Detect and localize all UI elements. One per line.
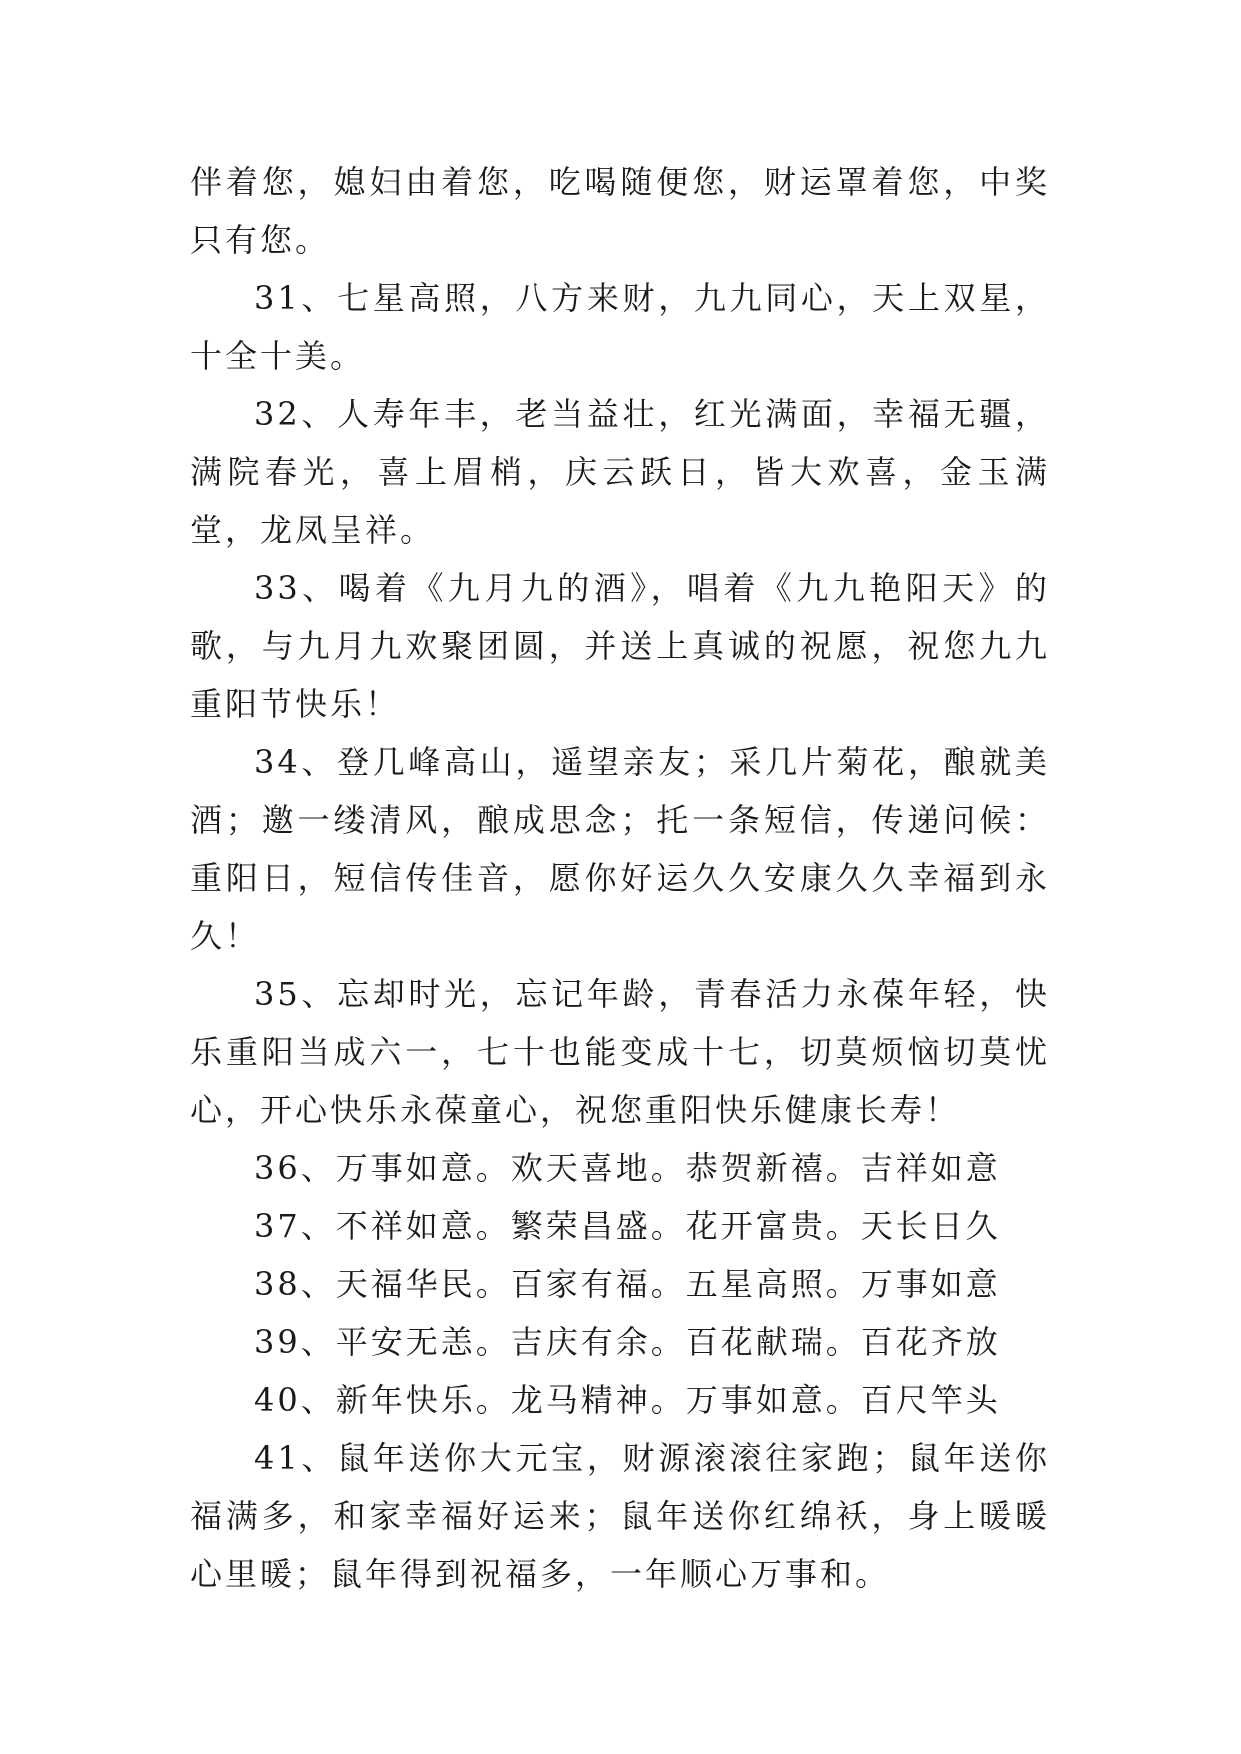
paragraph-39: 39、平安无恙。吉庆有余。百花献瑞。百花齐放: [254, 1323, 1001, 1361]
paragraph-continuation: 伴着您，媳妇由着您，吃喝随便您，财运罩着您，中奖只有您。: [190, 163, 1050, 259]
paragraph-36: 36、万事如意。欢天喜地。恭贺新禧。吉祥如意: [254, 1149, 1001, 1187]
paragraph-37: 37、不祥如意。繁荣昌盛。花开富贵。天长日久: [254, 1207, 1001, 1245]
paragraph-32: 32、人寿年丰，老当益壮，红光满面，幸福无疆，满院春光，喜上眉梢，庆云跃日，皆大欢喜，金玉满堂，龙凤呈祥。: [190, 395, 1050, 549]
paragraph-41: 41、鼠年送你大元宝，财源滚滚往家跑；鼠年送你福满多，和家幸福好运来；鼠年送你红绵袄，身上暖暖心里暖；鼠年得到祝福多，一年顺心万事和。: [190, 1439, 1050, 1593]
paragraph-40: 40、新年快乐。龙马精神。万事如意。百尺竿头: [254, 1381, 1001, 1419]
paragraph-31: 31、七星高照，八方来财，九九同心，天上双星，十全十美。: [190, 279, 1050, 375]
document-body: [190, 153, 1050, 1603]
paragraph-33: 33、喝着《九月九的酒》，唱着《九九艳阳天》的歌，与九月九欢聚团圆，并送上真诚的祝愿，祝您九九重阳节快乐！: [190, 569, 1050, 723]
paragraph-35: 35、忘却时光，忘记年龄，青春活力永葆年轻，快乐重阳当成六一，七十也能变成十七，切莫烦恼切莫忧心，开心快乐永葆童心，祝您重阳快乐健康长寿！: [190, 975, 1050, 1129]
paragraph-38: 38、天福华民。百家有福。五星高照。万事如意: [254, 1265, 1001, 1303]
paragraph-34: 34、登几峰高山，遥望亲友；采几片菊花，酿就美酒；邀一缕清风，酿成思念；托一条短信，传递问候：重阳日，短信传佳音，愿你好运久久安康久久幸福到永久！: [190, 743, 1050, 955]
